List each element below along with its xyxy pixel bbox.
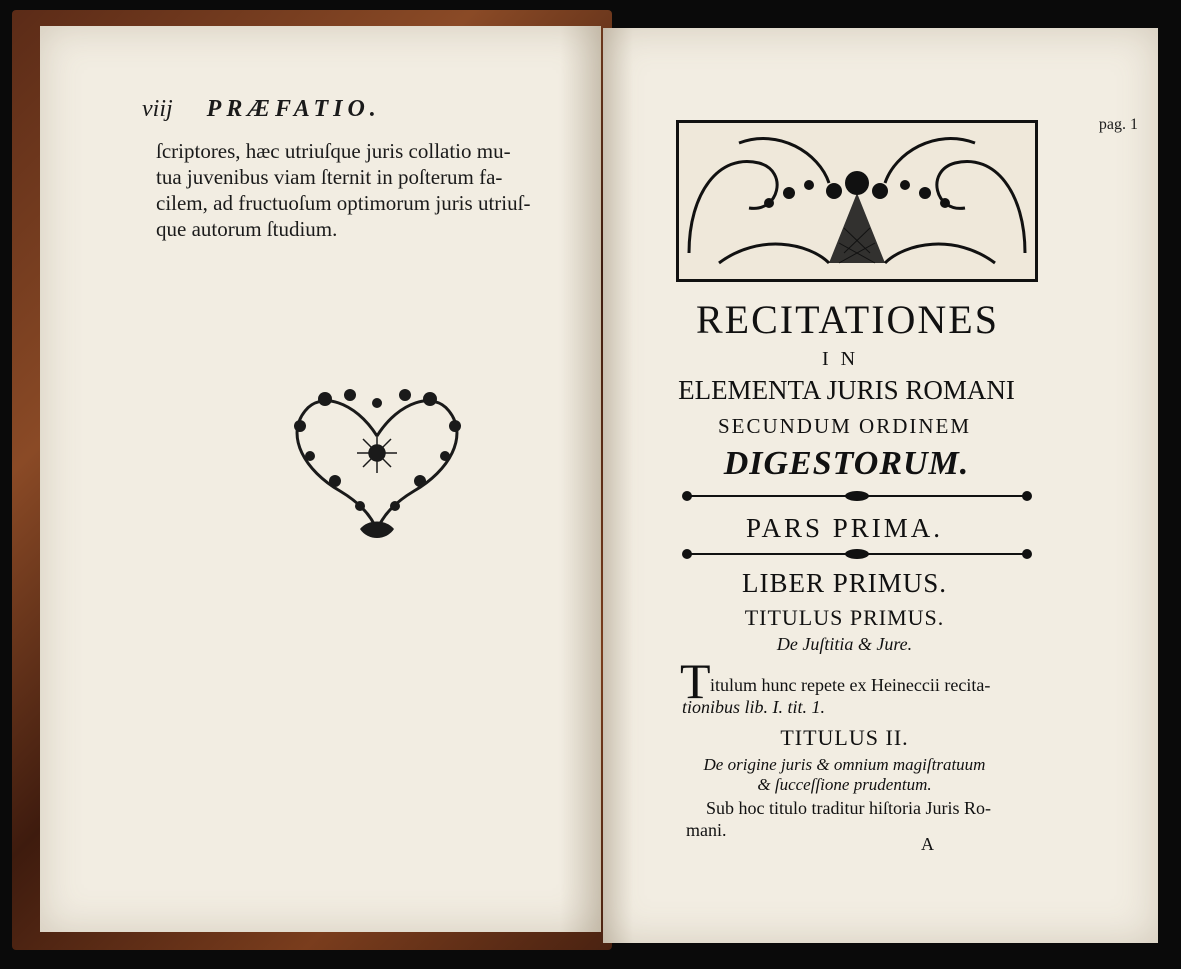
preface-text <box>156 138 586 242</box>
text-line: itulum hunc repete ex Heineccii recita- <box>710 675 991 695</box>
drop-cap: T <box>680 653 711 709</box>
text-line: Sub hoc titulo traditur hiſtoria Juris Ro- <box>706 798 991 818</box>
titulus-secundus-subtitle <box>567 755 1122 795</box>
running-head-title: PRÆFATIO. <box>206 96 381 122</box>
ornamental-rule <box>681 548 1033 560</box>
text-line: ſcriptores, hæc utriuſque juris collatio mu- <box>156 139 511 163</box>
titulus-primus: TITULUS PRIMUS. <box>744 605 945 630</box>
baroque-floral-headpiece-icon <box>676 120 1038 282</box>
title-digestorum: DIGESTORUM. <box>723 445 970 482</box>
text-line: cilem, ad fructuoſum optimorum juris utriuſ- <box>156 191 531 215</box>
page-number-right: pag. 1 <box>1098 116 1138 133</box>
text-line: & ſucceſſione prudentum. <box>757 775 932 794</box>
paragraph-2 <box>686 797 1046 841</box>
text-line: tionibus lib. I. tit. 1. <box>682 697 826 717</box>
ornamental-rule <box>681 490 1033 502</box>
pars-prima: PARS PRIMA. <box>745 513 944 543</box>
signature-mark: A <box>921 834 934 854</box>
running-head <box>142 96 381 123</box>
paragraph-1 <box>682 674 1040 718</box>
text-line: tua juvenibus viam ſternit in poſterum fa- <box>156 165 503 189</box>
titulus-secundus: TITULUS II. <box>780 725 909 750</box>
gutter-shadow <box>603 28 633 943</box>
title-secundum: SECUNDUM ORDINEM <box>717 414 972 438</box>
liber-primus: LIBER PRIMUS. <box>741 568 948 598</box>
text-line: mani. <box>686 820 727 840</box>
title-in: IN <box>821 348 868 370</box>
page-number-left: viij <box>142 96 173 122</box>
text-line: que autorum ſtudium. <box>156 217 338 241</box>
titulus-primus-subtitle: De Juſtitia & Jure. <box>776 634 913 654</box>
title-elementa: ELEMENTA JURIS ROMANI <box>678 375 1015 405</box>
title-recitationes: RECITATIONES <box>695 297 999 342</box>
text-line: De origine juris & omnium magiſtratuum <box>703 755 986 774</box>
right-page <box>603 28 1158 943</box>
floral-heart-wreath-icon <box>280 381 475 551</box>
left-page <box>40 26 601 932</box>
